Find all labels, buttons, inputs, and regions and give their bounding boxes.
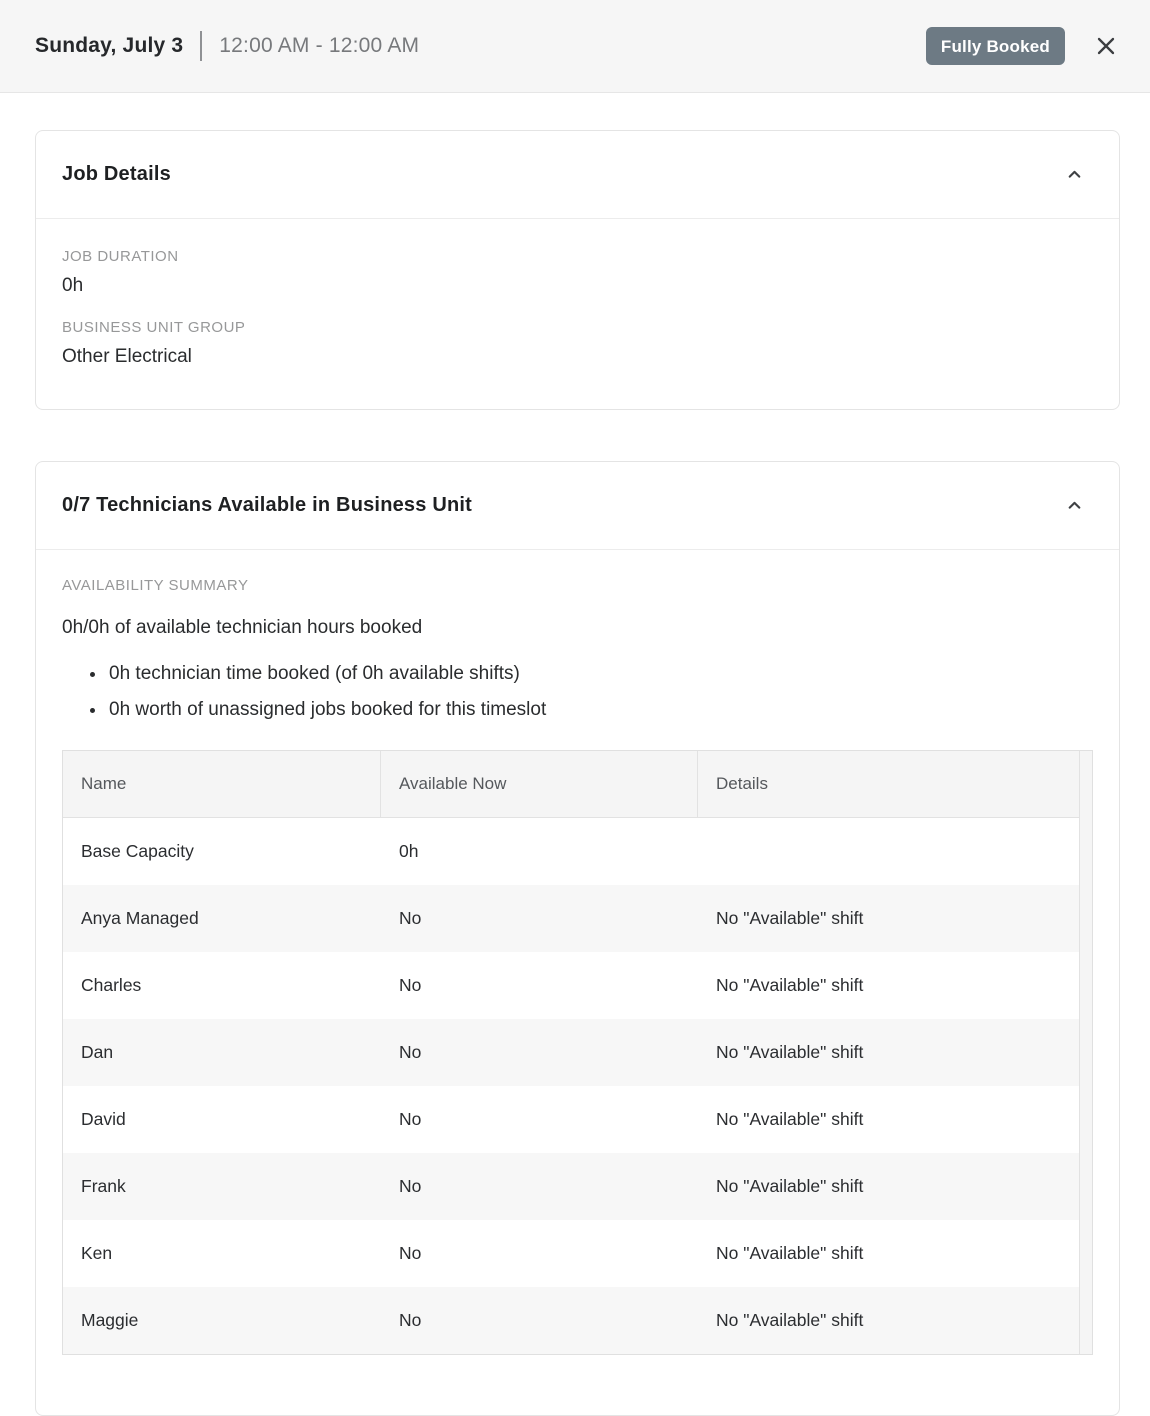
- table-row: [63, 1086, 1092, 1153]
- cell-available: No: [399, 1310, 422, 1330]
- business-unit-group-label: BUSINESS UNIT GROUP: [62, 319, 246, 336]
- bullet-item: • 0h technician time booked (of 0h available shifts): [107, 656, 1093, 692]
- cell-available: No: [399, 1243, 422, 1263]
- column-header-details: Details: [716, 774, 768, 793]
- table-row: [63, 1220, 1092, 1287]
- table-row: [63, 1287, 1092, 1354]
- business-unit-group-value: Other Electrical: [62, 346, 192, 367]
- status-badge: Fully Booked: [926, 27, 1065, 65]
- job-details-body: [36, 219, 1119, 409]
- table-scrollbar-gutter: [1079, 751, 1092, 1354]
- cell-details: No "Available" shift: [716, 1310, 864, 1330]
- availability-summary-text: 0h/0h of available technician hours booked: [62, 617, 423, 638]
- availability-bullet-list: [62, 656, 1093, 728]
- chevron-up-icon: [1066, 166, 1083, 183]
- technicians-collapse-button[interactable]: [1062, 493, 1087, 518]
- availability-summary-label: AVAILABILITY SUMMARY: [62, 577, 249, 594]
- cell-name: Dan: [81, 1042, 114, 1062]
- bullet-item: • 0h worth of unassigned jobs booked for this timeslot: [107, 692, 1093, 728]
- technicians-title: 0/7 Technicians Available in Business Unit: [62, 494, 473, 516]
- technicians-availability-card: [35, 461, 1120, 1416]
- cell-details: No "Available" shift: [716, 1109, 864, 1129]
- job-details-collapse-button[interactable]: [1062, 162, 1087, 187]
- cell-details: No "Available" shift: [716, 1243, 864, 1263]
- cell-name: Base Capacity: [81, 841, 194, 861]
- job-details-card: [35, 130, 1120, 410]
- table-row: [63, 1019, 1092, 1086]
- job-duration-value: 0h: [62, 275, 84, 296]
- cell-details: [698, 818, 1092, 885]
- timeslot-time-range: 12:00 AM - 12:00 AM: [219, 34, 420, 57]
- panel-content: [0, 130, 1150, 1416]
- table-row: [63, 885, 1092, 952]
- technicians-body: [36, 550, 1119, 1355]
- table-header-row: [63, 751, 1092, 818]
- cell-name: David: [81, 1109, 126, 1129]
- cell-available: No: [399, 1176, 422, 1196]
- table-row: [63, 952, 1092, 1019]
- close-button[interactable]: [1092, 32, 1120, 60]
- cell-name: Maggie: [81, 1310, 139, 1330]
- header-divider: [200, 31, 202, 61]
- cell-available: No: [399, 908, 422, 928]
- column-header-available-now: Available Now: [381, 751, 698, 817]
- job-duration-label: JOB DURATION: [62, 248, 179, 265]
- technicians-table: [62, 750, 1093, 1355]
- cell-details: No "Available" shift: [716, 1042, 864, 1062]
- cell-available: No: [399, 1109, 422, 1129]
- cell-details: No "Available" shift: [716, 975, 864, 995]
- close-icon: [1094, 34, 1118, 58]
- cell-name: Charles: [81, 975, 142, 995]
- cell-available: No: [399, 975, 422, 995]
- table-row: [63, 1153, 1092, 1220]
- job-details-card-header: [36, 131, 1119, 219]
- timeslot-header: [0, 0, 1150, 93]
- cell-name: Ken: [81, 1243, 113, 1263]
- chevron-up-icon: [1066, 497, 1083, 514]
- cell-available: No: [399, 1042, 422, 1062]
- cell-available: 0h: [399, 841, 419, 861]
- job-details-title: Job Details: [62, 163, 171, 185]
- job-duration-field: [62, 248, 1093, 297]
- cell-name: Anya Managed: [81, 908, 199, 928]
- cell-details: No "Available" shift: [716, 1176, 864, 1196]
- cell-name: Frank: [81, 1176, 126, 1196]
- timeslot-date: Sunday, July 3: [35, 34, 184, 57]
- technicians-card-header: [36, 462, 1119, 550]
- cell-details: No "Available" shift: [716, 908, 864, 928]
- business-unit-group-field: [62, 319, 1093, 368]
- table-row: [63, 818, 1092, 885]
- column-header-name: Name: [63, 751, 381, 817]
